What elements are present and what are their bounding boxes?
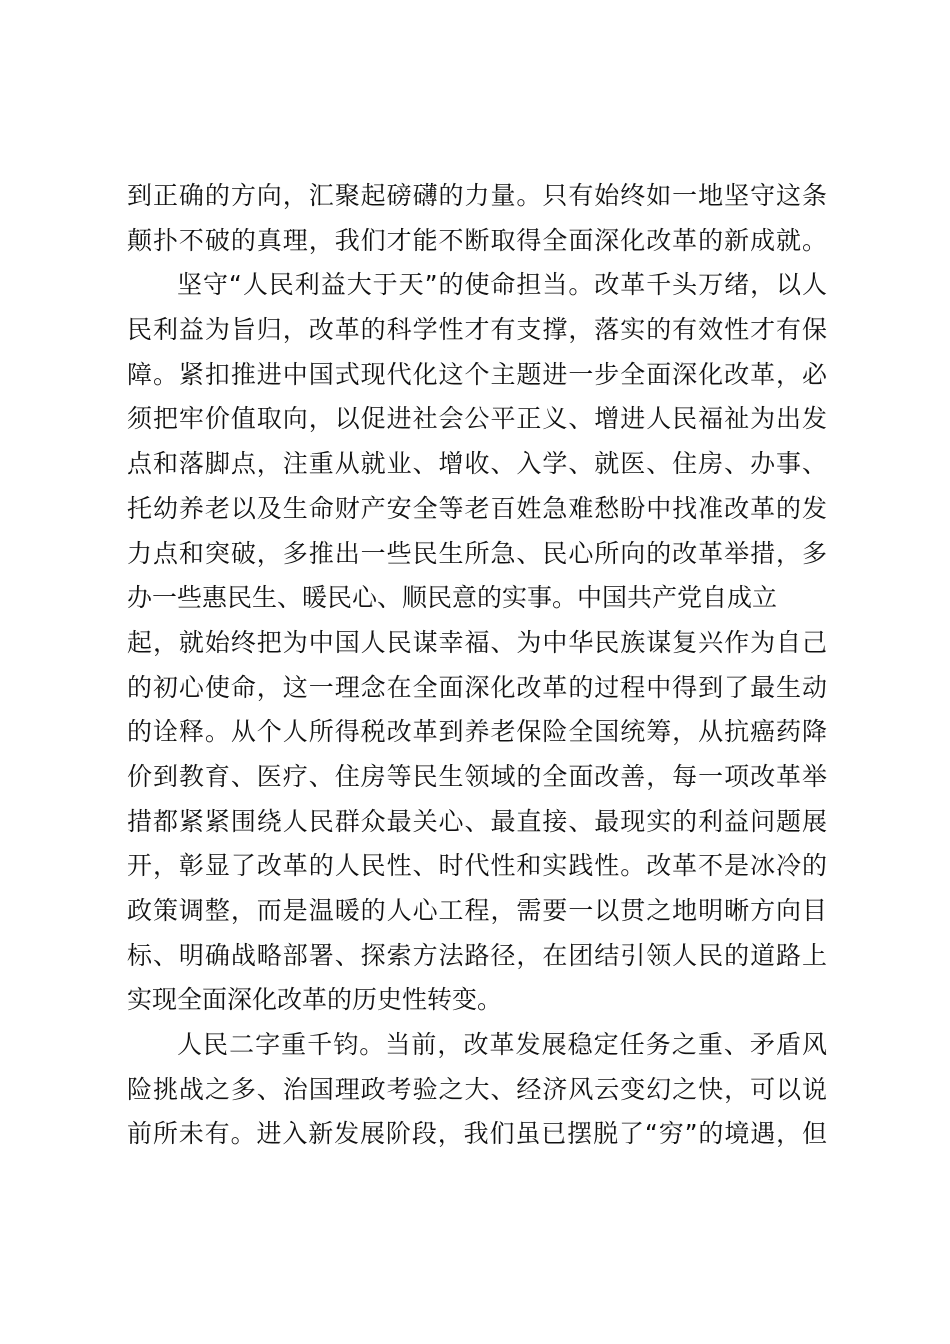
text-line: 价到教育、医疗、住房等民生领域的全面改善，每一项改革举 — [127, 761, 827, 791]
text-line: 开，彰显了改革的人民性、时代性和实践性。改革不是冰冷的 — [127, 851, 827, 881]
text-line: 点和落脚点，注重从就业、增收、入学、就医、住房、办事、 — [127, 449, 827, 479]
text-line: 到正确的方向，汇聚起磅礴的力量。只有始终如一地坚守这条 — [127, 181, 827, 210]
text-line: 人民二字重千钧。当前，改革发展稳定任务之重、矛盾风 — [177, 1030, 827, 1060]
text-line: 实现全面深化改革的历史性转变。 — [127, 985, 503, 1015]
text-line: 标、明确战略部署、探索方法路径，在团结引领人民的道路上 — [127, 940, 827, 970]
text-line: 须把牢价值取向，以促进社会公平正义、增进人民福祉为出发 — [127, 404, 827, 434]
text-line: 坚守“人民利益大于天”的使命担当。改革千头万绪，以人 — [177, 270, 827, 300]
text-line: 托幼养老以及生命财产安全等老百姓急难愁盼中找准改革的发 — [127, 493, 827, 523]
text-line: 民利益为旨归，改革的科学性才有支撑，落实的有效性才有保 — [127, 315, 827, 345]
text-line: 起，就始终把为中国人民谋幸福、为中华民族谋复兴作为自己 — [127, 627, 827, 657]
text-line: 政策调整，而是温暖的人心工程，需要一以贯之地明晰方向目 — [127, 896, 827, 925]
text-line: 障。紧扣推进中国式现代化这个主题进一步全面深化改革，必 — [127, 359, 827, 389]
text-line: 办一些惠民生、暖民心、顺民意的实事。中国共产党自成立 — [127, 583, 778, 613]
body-text — [127, 174, 827, 1157]
text-line: 力点和突破，多推出一些民生所急、民心所向的改革举措，多 — [127, 538, 827, 568]
text-line: 的初心使命，这一理念在全面深化改革的过程中得到了最生动 — [127, 672, 827, 702]
text-line: 险挑战之多、治国理政考验之大、经济风云变幻之快，可以说 — [127, 1074, 827, 1104]
text-line: 的诠释。从个人所得税改革到养老保险全国统筹，从抗癌药降 — [127, 717, 827, 747]
text-line: 前所未有。进入新发展阶段，我们虽已摆脱了“穷”的境遇，但 — [127, 1119, 827, 1149]
text-line: 颠扑不破的真理，我们才能不断取得全面深化改革的新成就。 — [127, 225, 827, 255]
text-line: 措都紧紧围绕人民群众最关心、最直接、最现实的利益问题展 — [127, 806, 827, 836]
